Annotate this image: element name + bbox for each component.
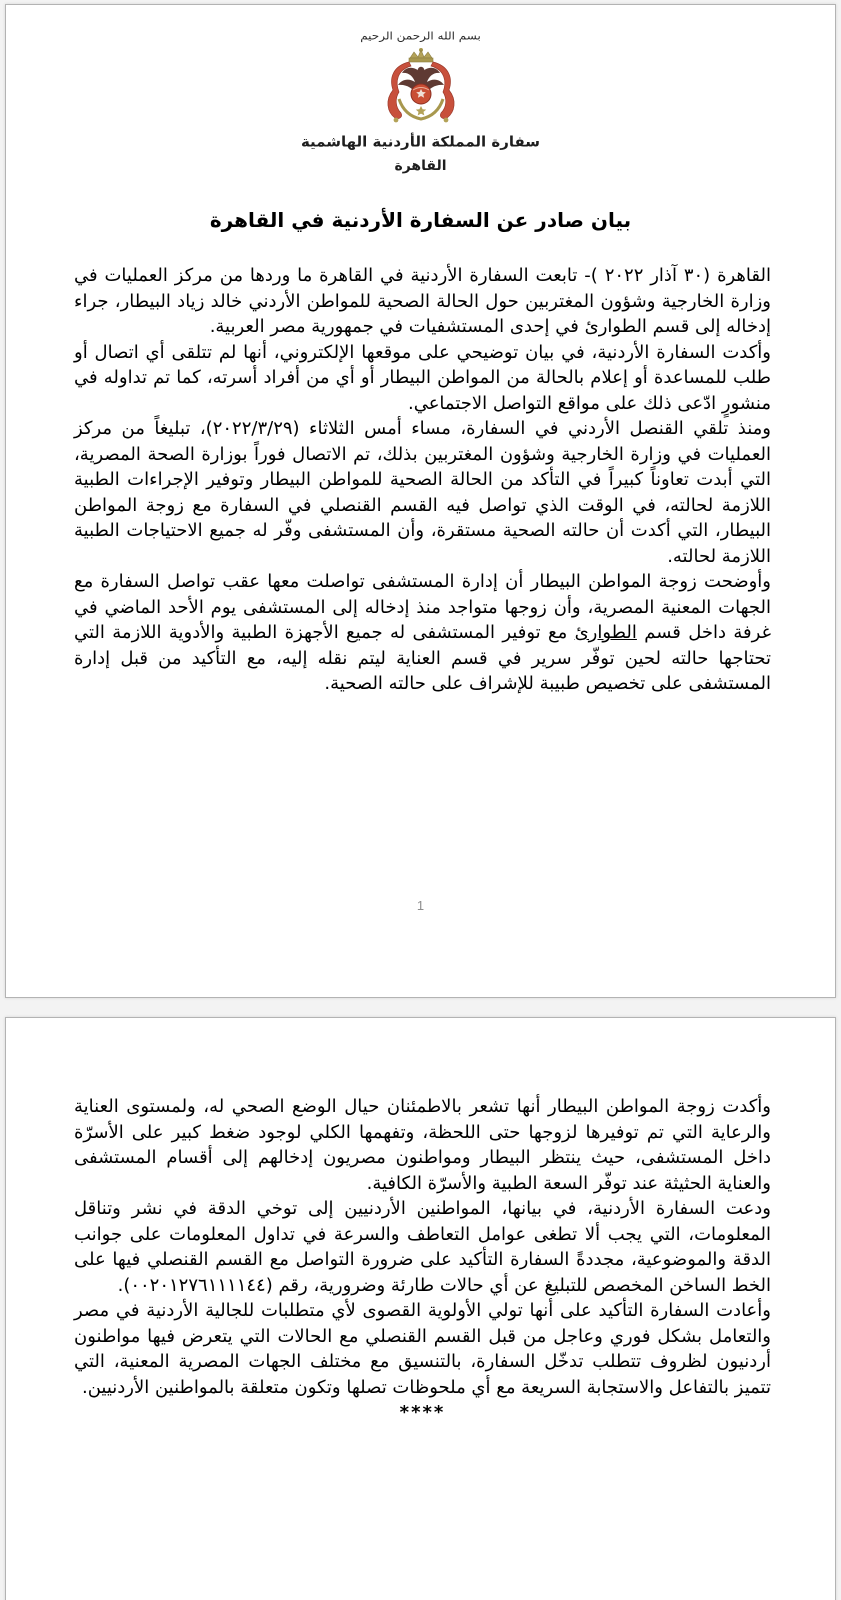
letterhead [6, 5, 835, 174]
page-number: 1 [416, 898, 425, 913]
statement-paragraph: ومنذ تلقي القنصل الأردني في السفارة، مساء أمس الثلاثاء (٢٠٢٢/٣/٢٩)، تبليغاً من مركز العمليات في وزارة الخارجية وشؤون المغتربين بذلك، تم الاتصال فوراً بوزارة الصحة المصرية، التي أبدت تعاوناً كبيراً في التأكد من الحالة الصحية للمواطن البيطار وتوفير الإجراءات الطبية اللازمة لحالته، في الوقت الذي تواصل فيه القسم القنصلي في السفارة مع زوجة المواطن البيطار، التي أكدت أن حالته الصحية مستقرة، وأن المستشفى وفّر له جميع الاحتياجات الطبية اللازمة لحالته. [74, 418, 771, 567]
statement-title: بيان صادر عن السفارة الأردنية في القاهرة [209, 208, 632, 232]
document-page-1 [5, 4, 836, 998]
statement-body-page-2 [6, 1018, 835, 1426]
underlined-word: الطوارئ [574, 622, 637, 643]
statement-paragraph: وأكدت السفارة الأردنية، في بيان توضيحي على موقعها الإلكتروني، أنها لم تتلقى أي اتصال أو طلب للمساعدة أو إعلام بالحالة من المواطن البيطار أو أي من أفراد أسرته، كما تم تداوله في منشورٍ ادّعى ذلك على مواقع التواصل الاجتماعي. [74, 341, 771, 414]
jordan-royal-coat-of-arms-icon [6, 46, 835, 124]
statement-paragraph: القاهرة (٣٠ آذار ٢٠٢٢ )- تابعت السفارة الأردنية في القاهرة ما وردها من مركز العمليات في وزارة الخارجية وشؤون المغتربين حول الحالة الصحية للمواطن الأردني خالد زياد البيطار، جراء إدخاله إلى قسم الطوارئ في إحدى المستشفيات في جمهورية مصر العربية. [74, 265, 771, 337]
statement-paragraph: ودعت السفارة الأردنية، في بيانها، المواطنين الأردنيين إلى توخي الدقة في نشر وتناقل المعلومات، التي يجب ألا تطغى عوامل التعاطف والسرعة في تداول المعلومات على جوانب الدقة والموضوعية، مجددةً السفارة التأكيد على ضرورة التواصل مع القسم القنصلي فيها على الخط الساخن المخصص للتبليغ عن أي حالات طارئة وضرورية، رقم (٠٠٢٠١٢٧٦١١١١٤٤). [74, 1198, 771, 1296]
embassy-city: القاهرة [394, 158, 447, 174]
end-of-statement-mark: **** [399, 1402, 446, 1423]
statement-body-page-1 [6, 232, 835, 697]
statement-paragraph: وأكدت زوجة المواطن البيطار أنها تشعر بالاطمئنان حيال الوضع الصحي له، ولمستوى العناية والرعاية التي تم توفيرها لزوجها حتى اللحظة، وتفهمها الكلي لوجود ضغط كبير على الأسرّة داخل المستشفى، حيث ينتظر البيطار ومواطنون مصريون إدخالهم إلى أقسام المستشفى والعناية الحثيثة عند توفّر السعة الطبية والأسرّة الكافية. [74, 1096, 771, 1194]
bismillah-calligraphy: بسم الله الرحمن الرحيم [360, 29, 481, 43]
embassy-name-calligraphy: سفارة المملكة الأردنية الهاشمية [300, 133, 541, 151]
statement-paragraph: وأعادت السفارة التأكيد على أنها تولي الأولوية القصوى لأي متطلبات للجالية الأردنية في مصر والتعامل بشكل فوري وعاجل من قبل القسم القنصلي مع الحالات التي يتعرض فيها مواطنون أردنيون لظروف تتطلب تدخّل السفارة، بالتنسيق مع مختلف الجهات المصرية المعنية، التي تتميز بالتفاعل والاستجابة السريعة مع أي ملحوظات تصلها وتكون متعلقة بالمواطنين الأردنيين. [74, 1300, 771, 1398]
statement-paragraph: وأوضحت زوجة المواطن البيطار أن إدارة المستشفى تواصلت معها عقب تواصل السفارة مع الجهات المعنية المصرية، وأن زوجها متواجد منذ إدخاله إلى المستشفى يوم الأحد الماضي في غرفة داخل قسم الطوارئ مع توفير المستشفى له جميع الأجهزة الطبية والأدوية اللازمة التي تحتاجها حالته لحين توفّر سرير في قسم العناية ليتم نقله إليه، مع التأكيد من قبل إدارة المستشفى على تخصيص طبيبة للإشراف على حالته الصحية. [74, 571, 771, 694]
document-page-2 [5, 1017, 836, 1600]
